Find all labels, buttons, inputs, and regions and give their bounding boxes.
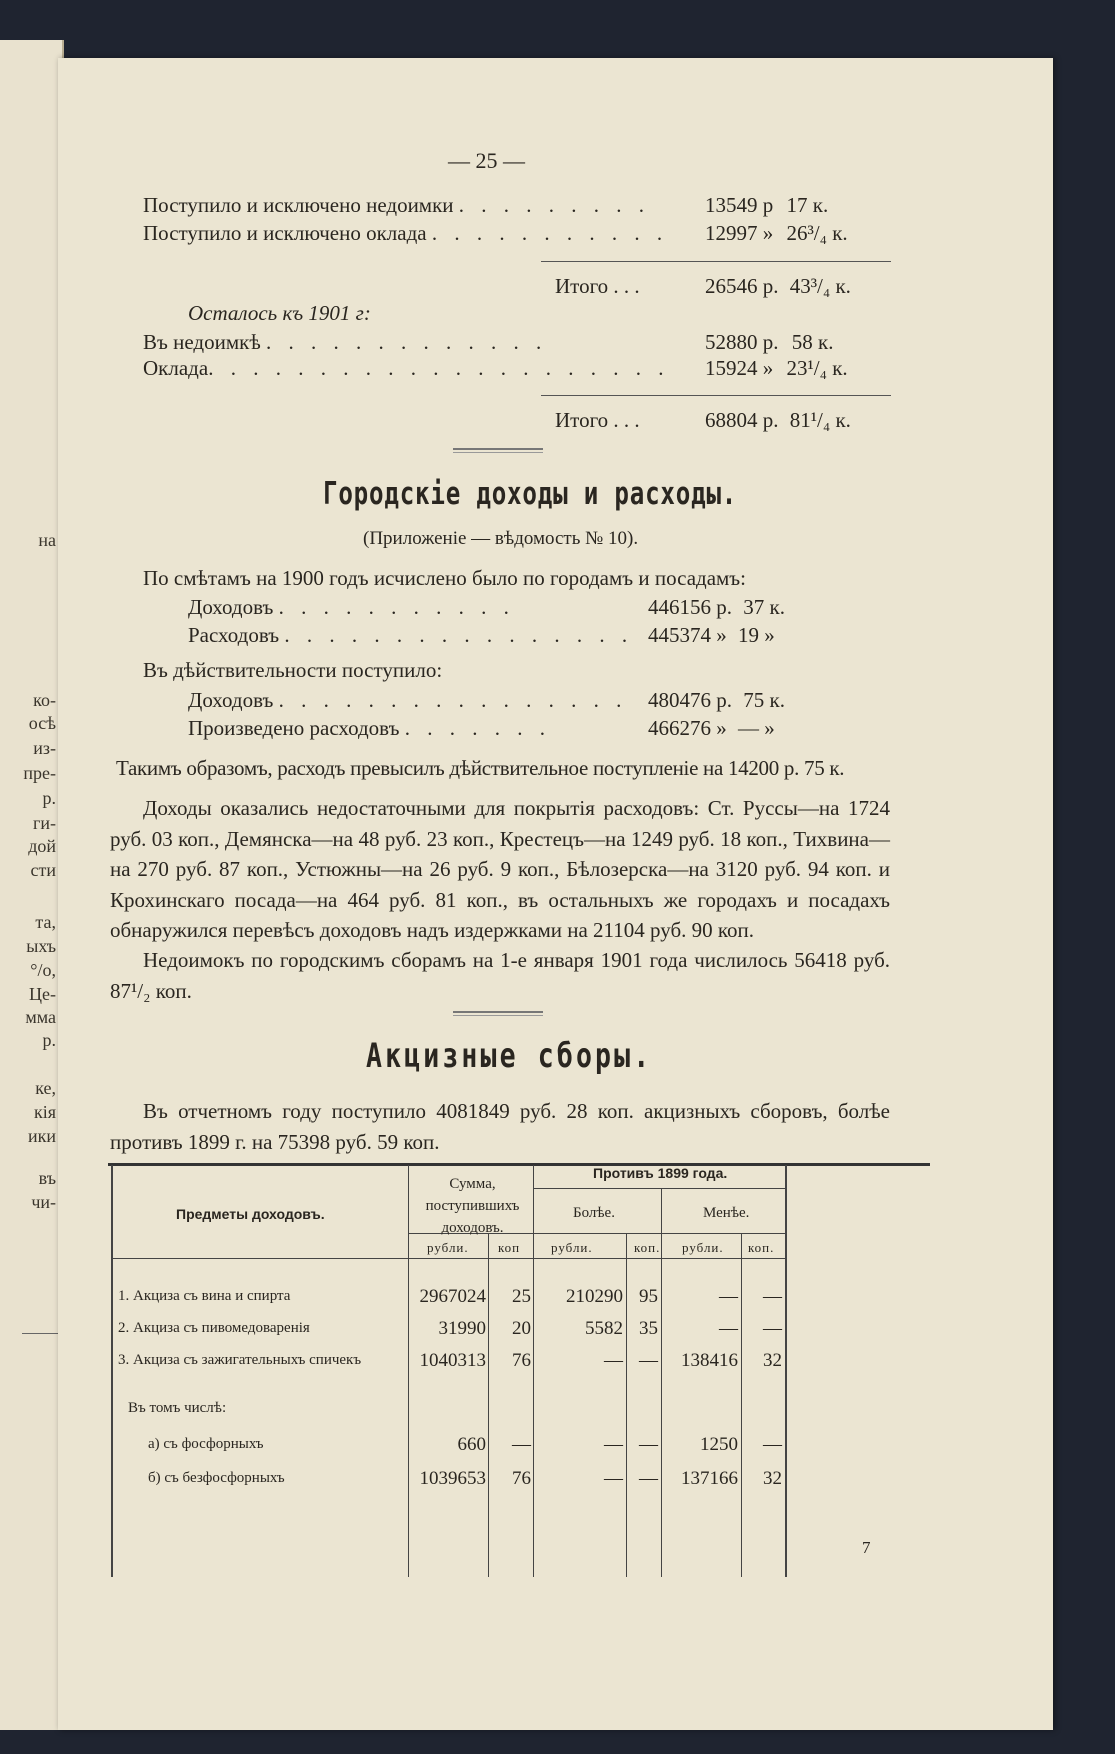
table-cell-more-r: 210290: [566, 1286, 623, 1307]
table-row-label: 3. Акциза съ зажигательныхъ спичекъ: [118, 1352, 362, 1368]
table-cell-less-r: 1250: [700, 1434, 738, 1455]
left-page-fragment: из-: [33, 738, 56, 758]
section-divider: [453, 448, 543, 453]
section-divider: [453, 1011, 543, 1016]
table-row-label: а) съ фосфорныхъ: [148, 1436, 264, 1452]
col-header-vs-1899: Противъ 1899 года.: [593, 1165, 728, 1181]
table-cell-sum-k: 25: [512, 1286, 531, 1307]
row-salary-label: Поступило и исключено оклада . . . . . . . . . . .: [143, 221, 669, 245]
table-cell-more-k: 35: [639, 1318, 658, 1339]
table-line: [533, 1188, 785, 1189]
est-income-label: Доходовъ . . . . . . . . . . .: [188, 595, 515, 619]
row-arrears2-label: Въ недоимкѣ . . . . . . . . . . . . .: [143, 330, 548, 354]
left-page-fragment: ко-: [33, 690, 56, 710]
est-expense-amount: 445374 » 19 »: [648, 623, 775, 647]
table-line: [661, 1188, 662, 1577]
est-expense-label: Расходовъ . . . . . . . . . . . . . . . .: [188, 623, 634, 647]
row-salary-amount: 12997 » 26³/₄ к.: [705, 221, 848, 245]
table-line: [111, 1258, 785, 1259]
total2-label: Итого . . .: [555, 408, 640, 432]
table-cell-less-r: —: [719, 1286, 738, 1307]
actual-intro: Въ дѣйствительности поступило:: [143, 658, 443, 682]
left-page-fragment: ги-: [32, 813, 56, 833]
table-cell-more-r: —: [604, 1350, 623, 1371]
left-page-fragment: та,: [35, 912, 56, 932]
left-page-fragment: сти: [30, 860, 56, 880]
left-page-fragment: осѣ: [28, 713, 56, 733]
left-page-fragment: на: [38, 530, 56, 550]
left-page-fragment: ке,: [35, 1078, 56, 1098]
row-arrears2-amount: 52880 р. 58 к.: [705, 330, 834, 354]
est-income-amount: 446156 р. 37 к.: [648, 595, 785, 619]
col-header-kop: коп: [498, 1240, 521, 1255]
table-cell-sum-r: 1040313: [419, 1350, 486, 1371]
city-paragraph-2: Недоимокъ по городскимъ сборамъ на 1-е января 1901 года числилось 56418 руб. 87¹/₂ коп.: [110, 948, 890, 1003]
left-page-fragment: чи-: [31, 1192, 56, 1212]
excise-paragraph: Въ отчетномъ году поступило 4081849 руб. 28 коп. акцизныхъ сборовъ, болѣе противъ 1899 г. на 75398 руб. 59 коп.: [110, 1099, 890, 1154]
table-cell-more-k: —: [639, 1350, 658, 1371]
table-cell-less-k: 32: [763, 1468, 782, 1489]
left-page-fragment: кія: [33, 1102, 56, 1122]
table-cell-more-k: —: [639, 1468, 658, 1489]
total1-amount: 26546 р. 43³/₄ к.: [705, 274, 851, 298]
col-header-less: Менѣе.: [703, 1205, 750, 1221]
act-expense-amount: 466276 » — »: [648, 716, 775, 740]
table-cell-sum-r: 1039653: [419, 1468, 486, 1489]
table-line: [488, 1233, 489, 1577]
table-cell-sum-k: —: [512, 1434, 531, 1455]
table-cell-sum-k: 76: [512, 1350, 531, 1371]
left-page-fragment: дой: [28, 836, 56, 856]
left-page-fragment: мма: [25, 1007, 56, 1027]
act-expense-label: Произведено расходовъ . . . . . . .: [188, 716, 551, 740]
col-header-more: Болѣе.: [573, 1205, 615, 1221]
total2-amount: 68804 р. 81¹/₄ к.: [705, 408, 851, 432]
left-page-fragment: р.: [42, 788, 56, 808]
table-cell-less-k: —: [763, 1318, 782, 1339]
rule: [541, 261, 891, 262]
table-cell-more-r: —: [604, 1434, 623, 1455]
city-heading: Городскіе доходы и расходы.: [323, 476, 738, 512]
table-cell-sum-k: 76: [512, 1468, 531, 1489]
table-row-label: 2. Акциза съ пивомедоваренія: [118, 1320, 310, 1336]
excise-heading: Акцизные сборы.: [366, 1036, 653, 1076]
row-arrears-label: Поступило и исключено недоимки . . . . . . . . .: [143, 193, 651, 217]
table-row-label: б) съ безфосфорныхъ: [148, 1470, 285, 1486]
left-page-edge: [0, 40, 64, 1730]
table-cell-more-k: 95: [639, 1286, 658, 1307]
left-page-fragment: пре-: [23, 763, 56, 783]
table-cell-less-k: —: [763, 1286, 782, 1307]
left-page-fragment: Це-: [29, 984, 56, 1004]
left-page-fragment: въ: [38, 1168, 56, 1188]
col-header-rub: рубли.: [682, 1240, 724, 1255]
table-top-border: [108, 1163, 930, 1166]
table-cell-sum-r: 31990: [438, 1318, 486, 1339]
table-cell-less-r: —: [719, 1318, 738, 1339]
table-line: [533, 1165, 534, 1577]
sheet-number: 7: [862, 1538, 871, 1557]
col-header-rub: рубли.: [551, 1240, 593, 1255]
table-subheading: Въ томъ числѣ:: [128, 1400, 227, 1416]
col-header-rub: рубли.: [427, 1240, 469, 1255]
act-income-amount: 480476 р. 75 к.: [648, 688, 785, 712]
city-subheading: (Приложеніе — вѣдомость № 10).: [363, 528, 639, 549]
col-header-sum: Сумма, поступившихъ доходовъ.: [425, 1176, 520, 1236]
remaining-title: Осталось къ 1901 г:: [188, 301, 371, 325]
rule: [541, 395, 891, 396]
table-cell-sum-r: 2967024: [419, 1286, 486, 1307]
col-header-kop: коп.: [634, 1240, 661, 1255]
table-cell-less-k: —: [763, 1434, 782, 1455]
city-summary: Такимъ образомъ, расходъ превысилъ дѣйствительное поступленіе на 14200 р. 75 к.: [116, 756, 845, 780]
table-line: [785, 1165, 787, 1577]
city-paragraph-1: Доходы оказались недостаточными для покрытія расходовъ: Ст. Руссы—на 1724 руб. 03 коп., Демянска—на 48 руб. 23 коп., Крестецъ—на 1249 руб. 18 коп., Тихвина—на 270 руб. 87 коп., Устюжны—на 26 руб. 9 коп., Бѣлозерска—на 3120 руб. 94 коп. и Крохинскаго посада—на 464 руб. 81 коп., въ остальныхъ же городахъ и посадахъ обнаружился перевѣсъ доходовъ надъ издержками на 21104 руб. 90 коп.: [110, 796, 890, 942]
table-cell-sum-r: 660: [457, 1434, 486, 1455]
act-income-label: Доходовъ . . . . . . . . . . . . . . . .: [188, 688, 628, 712]
total1-label: Итого . . .: [555, 274, 640, 298]
table-line: [741, 1233, 742, 1577]
page-number: — 25 —: [448, 148, 525, 173]
col-header-kop: коп.: [748, 1240, 775, 1255]
left-page-rule: [22, 1333, 62, 1334]
col-header-subject: Предметы доходовъ.: [176, 1206, 325, 1222]
table-line: [111, 1165, 113, 1577]
row-arrears-amount: 13549 р 17 к.: [705, 193, 829, 217]
city-intro: По смѣтамъ на 1900 годъ исчислено было по городамъ и посадамъ:: [143, 566, 747, 590]
left-page-fragment: ики: [27, 1126, 56, 1146]
left-page-fragment: р.: [42, 1030, 56, 1050]
table-cell-less-r: 137166: [681, 1468, 738, 1489]
row-salary2-label: Оклада. . . . . . . . . . . . . . . . . . . . .: [143, 356, 670, 380]
left-page-fragment: °/о,: [30, 960, 56, 980]
document-page: [58, 58, 1053, 1730]
table-cell-more-r: 5582: [585, 1318, 623, 1339]
row-salary2-amount: 15924 » 23¹/₄ к.: [705, 356, 848, 380]
table-cell-more-r: —: [604, 1468, 623, 1489]
table-line: [626, 1233, 627, 1577]
table-cell-sum-k: 20: [512, 1318, 531, 1339]
table-row-label: 1. Акциза съ вина и спирта: [118, 1288, 291, 1304]
table-line: [408, 1165, 409, 1577]
table-cell-less-r: 138416: [681, 1350, 738, 1371]
table-cell-less-k: 32: [763, 1350, 782, 1371]
left-page-fragment: ыхъ: [26, 936, 56, 956]
table-cell-more-k: —: [639, 1434, 658, 1455]
